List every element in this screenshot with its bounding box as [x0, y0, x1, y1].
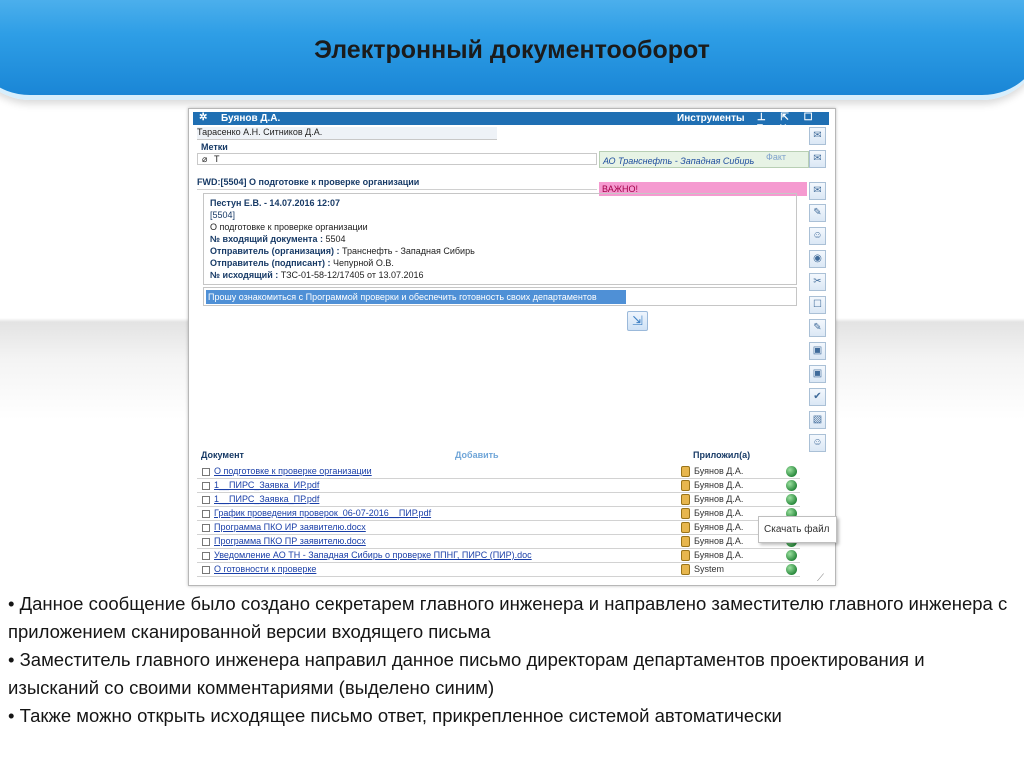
message-subject: FWD:[5504] О подготовке к проверке организации: [197, 177, 597, 190]
message-body: [203, 193, 797, 285]
lock-icon[interactable]: [681, 480, 690, 491]
attached-by: Буянов Д.А.: [694, 494, 744, 504]
gear-icon[interactable]: ✲: [199, 112, 208, 123]
attached-by-column-title: Приложил(а): [693, 450, 751, 460]
lock-icon[interactable]: [681, 522, 690, 533]
msg-sender-org-label: Отправитель (организация) :: [210, 246, 340, 256]
attached-by: Буянов Д.А.: [694, 550, 744, 560]
row-checkbox[interactable]: [202, 524, 210, 532]
recipients-line: Тарасенко А.Н. Ситников Д.А.: [197, 127, 497, 140]
document-row: [197, 493, 800, 507]
msg-number-line: [5504]: [210, 210, 236, 220]
msg-outgoing-value: ТЗС-01-58-12/17405 от 13.07.2016: [280, 270, 424, 280]
documents-header: [197, 450, 800, 463]
msg-sender-org-value: Транснефть - Западная Сибирь: [341, 246, 475, 256]
document-row: [197, 521, 800, 535]
attached-by: Буянов Д.А.: [694, 536, 744, 546]
document-row: [197, 507, 800, 521]
document-row: [197, 535, 800, 549]
download-globe-icon[interactable]: [786, 550, 797, 561]
msg-incoming-label: № входящий документа :: [210, 234, 323, 244]
msg-signer-line: [210, 258, 394, 268]
attached-by: System: [694, 564, 725, 574]
msg-subject-line: О подготовке к проверке организации: [210, 222, 368, 232]
download-globe-icon[interactable]: [786, 564, 797, 575]
side-toolbar: [805, 125, 829, 565]
attached-by: Буянов Д.А.: [694, 466, 744, 476]
row-checkbox[interactable]: [202, 538, 210, 546]
add-document-link[interactable]: Добавить: [455, 450, 499, 460]
row-checkbox[interactable]: [202, 468, 210, 476]
attached-by: Буянов Д.А.: [694, 480, 744, 490]
org-tag-text: АО Транснефть - Западная Сибирь: [603, 156, 755, 166]
labels-value: Т: [214, 154, 220, 164]
document-link[interactable]: 1__ПИРС_Заявка_ПР.pdf: [214, 494, 320, 504]
resize-grip-icon[interactable]: ⟋: [817, 573, 824, 584]
comment-box[interactable]: [203, 287, 797, 306]
labels-title: Метки: [201, 142, 228, 152]
documents-column-title: Документ: [201, 450, 244, 460]
msg-signer-value: Чепурной О.В.: [333, 258, 394, 268]
msg-outgoing-line: [210, 270, 424, 280]
download-globe-icon[interactable]: [786, 466, 797, 477]
lock-icon[interactable]: [681, 508, 690, 519]
org-tag[interactable]: [599, 151, 809, 168]
msg-author-line: Пестун Е.В. - 14.07.2016 12:07: [210, 198, 340, 208]
message-pane: [197, 125, 800, 580]
lock-icon[interactable]: [681, 564, 690, 575]
open-reply-button[interactable]: ⇲: [627, 311, 648, 331]
save-icon[interactable]: ▣: [809, 342, 826, 360]
bullet-list: [8, 590, 1020, 730]
importance-badge: ВАЖНО!: [599, 182, 807, 196]
row-checkbox[interactable]: [202, 496, 210, 504]
new-document-icon[interactable]: ☐: [809, 296, 826, 314]
msg-incoming-value: 5504: [325, 234, 346, 244]
document-link[interactable]: Уведомление АО ТН - Западная Сибирь о проверке ППНГ, ПИРС (ПИР).doc: [214, 550, 532, 560]
mail-reply-icon[interactable]: ✉: [809, 127, 826, 145]
check-icon[interactable]: ✔: [809, 388, 826, 406]
note-icon[interactable]: ✎: [809, 319, 826, 337]
lock-icon[interactable]: [681, 536, 690, 547]
row-checkbox[interactable]: [202, 482, 210, 490]
bullet-item: • Данное сообщение было создано секретарем главного инженера и направлено заместителю главного инженера с приложением сканированной версии входящего письма: [8, 593, 1008, 642]
row-checkbox[interactable]: [202, 510, 210, 518]
document-link[interactable]: График проведения проверок_06-07-2016__ПИР.pdf: [214, 508, 432, 518]
msg-sender-org-line: [210, 246, 475, 256]
contacts-icon[interactable]: ☺: [809, 434, 826, 452]
archive-icon[interactable]: ▧: [809, 411, 826, 429]
row-checkbox[interactable]: [202, 566, 210, 574]
user-name: Буянов Д.А.: [221, 113, 281, 124]
document-row: [197, 549, 800, 563]
mail-send-icon[interactable]: ✉: [809, 182, 826, 200]
bullet-item: • Также можно открыть исходящее письмо ответ, прикрепленное системой автоматически: [8, 705, 782, 726]
document-link[interactable]: О подготовке к проверке организации: [214, 466, 372, 476]
users-icon[interactable]: ☺: [809, 227, 826, 245]
row-checkbox[interactable]: [202, 552, 210, 560]
lock-icon[interactable]: [681, 494, 690, 505]
app-window: [188, 108, 836, 586]
paperclip-icon[interactable]: ✂: [809, 273, 826, 291]
lock-icon[interactable]: [681, 466, 690, 477]
mail-forward-icon[interactable]: ✉: [809, 150, 826, 168]
document-row: [197, 563, 800, 577]
msg-outgoing-label: № исходящий :: [210, 270, 279, 280]
link-icon[interactable]: ◉: [809, 250, 826, 268]
attached-by: Буянов Д.А.: [694, 522, 744, 532]
labels-field[interactable]: [197, 153, 597, 165]
document-link[interactable]: О готовности к проверке: [214, 564, 317, 574]
tools-menu[interactable]: Инструменты: [677, 113, 745, 124]
comment-text: Прошу ознакомиться с Программой проверки и обеспечить готовность своих департаментов: [206, 290, 626, 304]
download-tooltip: Скачать файл: [758, 516, 837, 543]
download-globe-icon[interactable]: [786, 480, 797, 491]
document-link[interactable]: Программа ПКО ИР заявителю.docx: [214, 522, 366, 532]
org-tag-extra: Факт: [766, 152, 787, 162]
msg-signer-label: Отправитель (подписант) :: [210, 258, 331, 268]
lock-icon[interactable]: [681, 550, 690, 561]
delete-icon[interactable]: ▣: [809, 365, 826, 383]
document-link[interactable]: Программа ПКО ПР заявителю.docx: [214, 536, 366, 546]
document-row: [197, 479, 800, 493]
document-link[interactable]: 1__ПИРС_Заявка_ИР.pdf: [214, 480, 320, 490]
attached-by: Буянов Д.А.: [694, 508, 744, 518]
tag-icon: ⌀: [202, 154, 208, 164]
bullet-item: • Заместитель главного инженера направил данное письмо директорам департаментов проектирования и изысканий со своими комментариями (выделено синим): [8, 649, 925, 698]
document-row: [197, 465, 800, 479]
edit-icon[interactable]: ✎: [809, 204, 826, 222]
msg-incoming-line: [210, 234, 346, 244]
slide-title: Электронный документооборот: [314, 36, 710, 64]
window-controls-icon[interactable]: ⊥ ⇱ ☐ ⧉ ✕: [757, 112, 819, 134]
download-globe-icon[interactable]: [786, 494, 797, 505]
